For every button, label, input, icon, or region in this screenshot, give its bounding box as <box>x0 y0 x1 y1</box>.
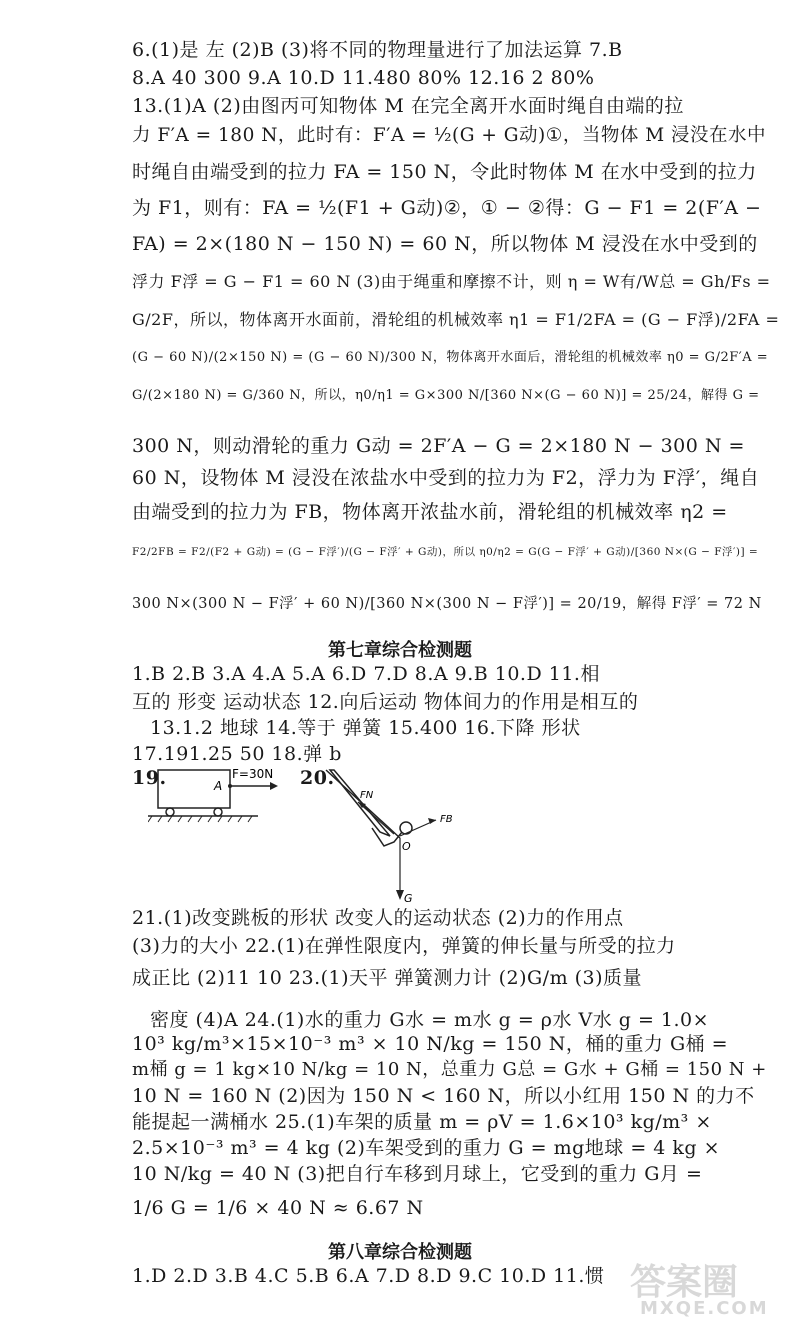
text-line: 能提起一满桶水 25.(1)车架的质量 m = ρV = 1.6×10³ kg/m³ × <box>132 1111 712 1133</box>
text-line: 1.B 2.B 3.A 4.A 5.A 6.D 7.D 8.A 9.B 10.D 11.相 <box>132 663 600 685</box>
text-line: 密度 (4)A 24.(1)水的重力 G水 = m水 g = ρ水 V水 g = 1.0× <box>150 1009 710 1031</box>
text-line: 6.(1)是 左 (2)B (3)将不同的物理量进行了加法运算 7.B <box>132 39 623 61</box>
watermark-logo: 答案圈 <box>630 1262 739 1303</box>
watermark-site: MXQE.COM <box>640 1298 769 1319</box>
text-line: 13.(1)A (2)由图丙可知物体 M 在完全离开水面时绳自由端的拉 <box>132 95 684 117</box>
text-line: 1/6 G = 1/6 × 40 N ≈ 6.67 N <box>132 1197 424 1219</box>
text-line: 300 N×(300 N − F浮′ + 60 N)/[360 N×(300 N − F浮′)] = 20/19，解得 F浮′ = 72 N <box>132 596 762 612</box>
text-line: 2.5×10⁻³ m³ = 4 kg (2)车架受到的重力 G = mg地球 = 4 kg × <box>132 1137 721 1159</box>
person-body <box>372 828 402 846</box>
text-line: 浮力 F浮 = G − F1 = 60 N (3)由于绳重和摩擦不计，则 η = W有/W总 = Gh/Fs = <box>132 272 771 291</box>
figure-19-diagram <box>148 766 288 830</box>
text-line: 21.(1)改变跳板的形状 改变人的运动状态 (2)力的作用点 <box>132 907 624 929</box>
text-line: G/(2×180 N) = G/360 N，所以，η0/η1 = G×300 N/[360 N×(G − 60 N)] = 25/24，解得 G = <box>132 388 760 403</box>
fb-label: FB <box>440 814 453 825</box>
point-a-label: A <box>214 779 223 793</box>
text-line: 10 N/kg = 40 N (3)把自行车移到月球上，它受到的重力 G月 = <box>132 1163 703 1185</box>
force-arrowhead <box>270 782 278 790</box>
figure-20-diagram <box>320 766 480 906</box>
text-line: m桶 g = 1 kg×10 N/kg = 10 N，总重力 G总 = G水 + G桶 = 150 N + <box>132 1059 767 1080</box>
head <box>400 822 412 834</box>
text-line: F2/2FB = F2/(F2 + G动) = (G − F浮′)/(G − F浮′ + G动)，所以 η0/η2 = G(G − F浮′ + G动)/[360 N×(G − F浮′)] = <box>132 546 759 558</box>
text-line: 1.D 2.D 3.B 4.C 5.B 6.A 7.D 8.D 9.C 10.D 11.惯 <box>132 1265 605 1287</box>
g-arrowhead <box>396 890 404 900</box>
text-line: 60 N，设物体 M 浸没在浓盐水中受到的拉力为 F2，浮力为 F浮′，绳自 <box>132 467 760 489</box>
section-title: 第八章综合检测题 <box>328 1242 472 1263</box>
text-line: 10 N = 160 N (2)因为 150 N < 160 N，所以小红用 150 N 的力不 <box>132 1085 755 1107</box>
figure-20-number: 20. <box>300 767 335 789</box>
section-title: 第七章综合检测题 <box>328 640 472 661</box>
wheel-left <box>166 808 174 816</box>
text-line: 8.A 40 300 9.A 10.D 11.480 80% 12.16 2 80% <box>132 67 595 89</box>
wheel-right <box>214 808 222 816</box>
text-line: 成正比 (2)11 10 23.(1)天平 弹簧测力计 (2)G/m (3)质量 <box>132 967 643 989</box>
text-line: 力 F′A = 180 N，此时有：F′A = ½(G + G动)①，当物体 M 浸没在水中 <box>132 125 767 146</box>
g-label: G <box>404 892 413 905</box>
text-line: G/2F，所以，物体离开水面前，滑轮组的机械效率 η1 = F1/2FA = (G − F浮)/2FA = <box>132 310 780 329</box>
text-line: 为 F1，则有：FA = ½(F1 + G动)②，① − ②得：G − F1 = 2(F′A − <box>132 197 762 219</box>
text-line: 13.1.2 地球 14.等于 弹簧 15.400 16.下降 形状 <box>150 717 581 739</box>
fn-label: FN <box>360 790 374 801</box>
text-line: 时绳自由端受到的拉力 FA = 150 N，令此时物体 M 在水中受到的拉力 <box>132 161 757 183</box>
text-line: FA) = 2×(180 N − 150 N) = 60 N，所以物体 M 浸没在水中受到的 <box>132 233 758 255</box>
text-line: 互的 形变 运动状态 12.向后运动 物体间力的作用是相互的 <box>132 691 639 713</box>
o-label: O <box>402 840 411 853</box>
text-line: 10³ kg/m³×15×10⁻³ m³ × 10 N/kg = 150 N，桶的重力 G桶 = <box>132 1033 729 1055</box>
ground-hatch <box>148 816 252 822</box>
text-line: (3)力的大小 22.(1)在弹性限度内，弹簧的伸长量与所受的拉力 <box>132 935 676 957</box>
fn-arrow <box>358 802 394 834</box>
text-line: 17.191.25 50 18.弹 b <box>132 743 342 765</box>
text-line: (G − 60 N)/(2×150 N) = (G − 60 N)/300 N，物体离开水面后，滑轮组的机械效率 η0 = G/2F′A = <box>132 350 769 365</box>
figure-19-number: 19. <box>132 767 167 789</box>
force-label: F=30N <box>232 767 274 781</box>
text-line: 300 N，则动滑轮的重力 G动 = 2F′A − G = 2×180 N − 300 N = <box>132 435 745 457</box>
text-line: 由端受到的拉力为 FB，物体离开浓盐水前，滑轮组的机械效率 η2 = <box>132 501 728 523</box>
